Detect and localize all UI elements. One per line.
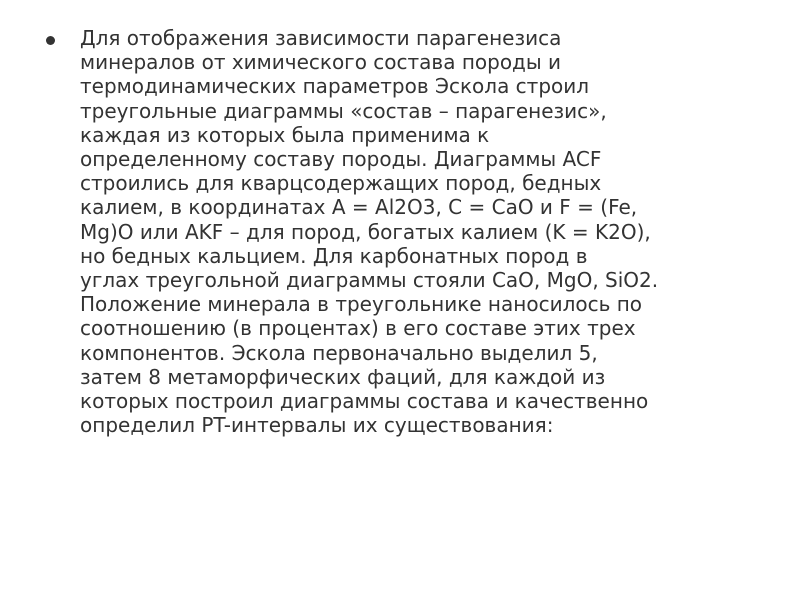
paragraph-line: компонентов. Эскола первоначально выделил 5,	[80, 340, 598, 365]
paragraph-line: определенному составу породы. Диаграммы ACF	[80, 147, 602, 172]
paragraph-line: треугольные диаграммы «состав – парагенезис»,	[80, 98, 607, 123]
paragraph-line: углах треугольной диаграммы стояли CaO, MgO, SiO2.	[80, 268, 659, 293]
paragraph-line: термодинамических параметров Эскола строил	[80, 74, 590, 99]
paragraph-line: соотношению (в процентах) в его составе этих трех	[80, 316, 636, 341]
bullet-dot-icon	[46, 36, 55, 45]
paragraph-line: каждая из которых была применима к	[80, 122, 490, 147]
paragraph-line: калием, в координатах A = Al2O3, C = CaO и F = (Fe,	[80, 195, 638, 220]
paragraph-line: строились для кварцсодержащих пород, бедных	[80, 171, 602, 196]
paragraph-line: определил PT-интервалы их существования:	[80, 413, 554, 438]
paragraph-line: Положение минерала в треугольнике наносилось по	[80, 292, 643, 317]
paragraph-line: затем 8 метаморфических фаций, для каждой из	[80, 364, 606, 389]
bullet-paragraph	[80, 26, 770, 437]
paragraph-line: но бедных кальцием. Для карбонатных пород в	[80, 243, 588, 268]
paragraph-line: Mg)O или AKF – для пород, богатых калием (K = K2O),	[80, 219, 651, 244]
paragraph-line: которых построил диаграммы состава и качественно	[80, 389, 649, 414]
paragraph-line: Для отображения зависимости парагенезиса	[80, 26, 562, 50]
paragraph-line: минералов от химического состава породы и	[80, 50, 562, 75]
